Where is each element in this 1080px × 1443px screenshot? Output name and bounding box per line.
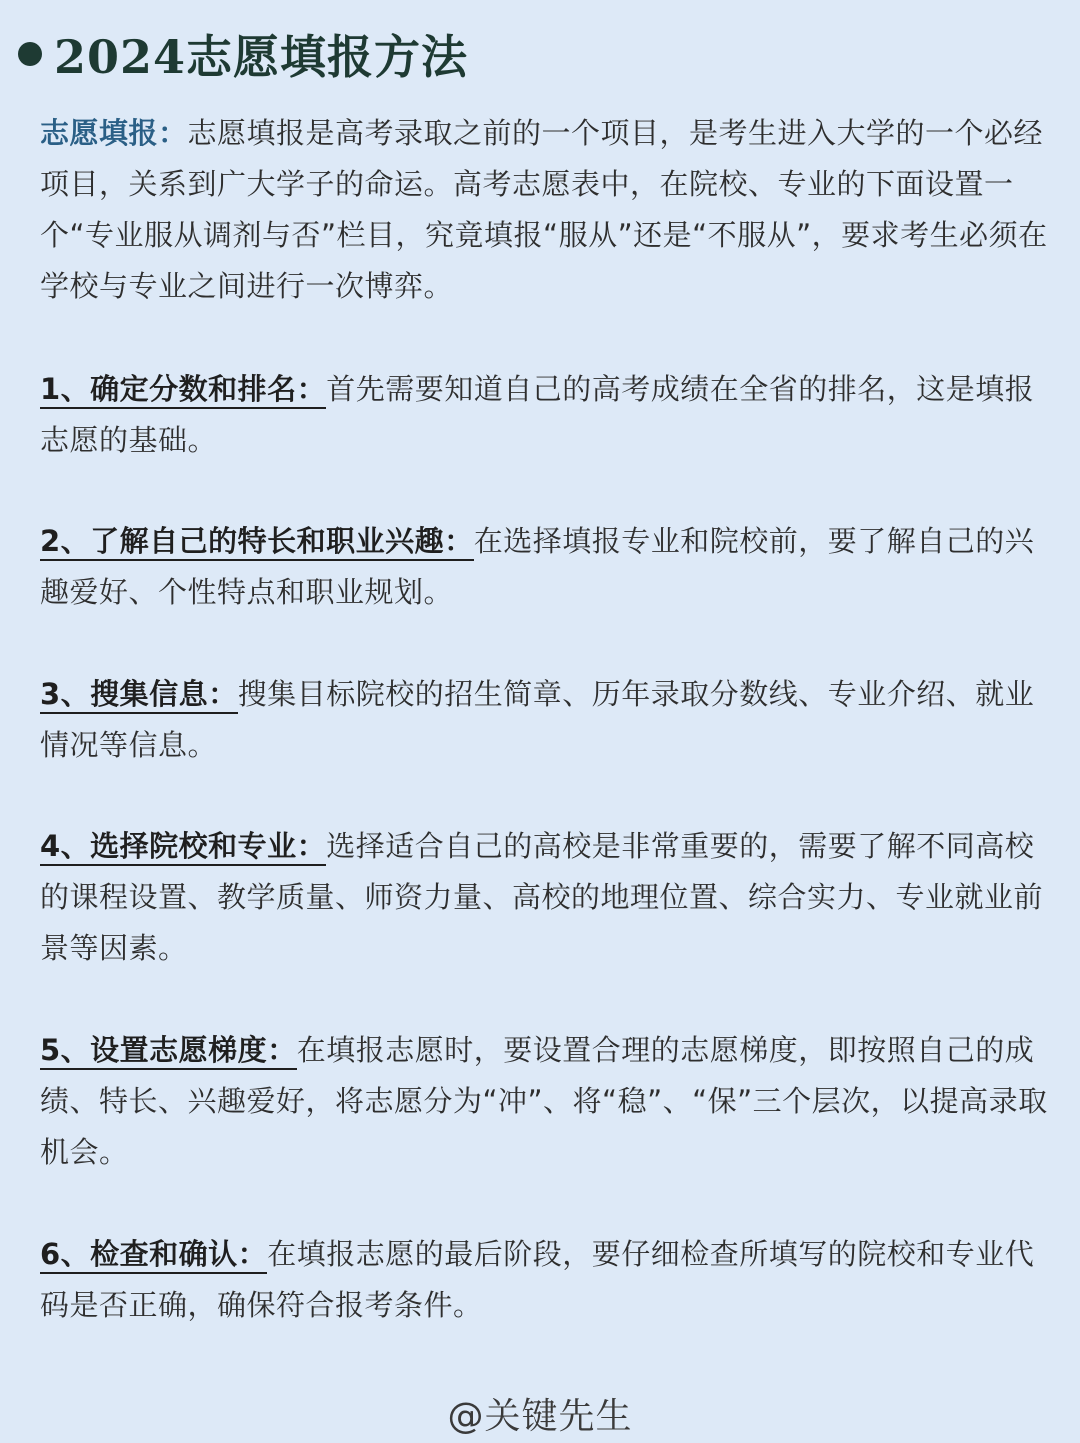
step-item-6 (40, 1229, 1050, 1331)
intro-text: 志愿填报是高考录取之前的一个项目，是考生进入大学的一个必经项目，关系到广大学子的命运。高考志愿表中，在院校、专业的下面设置一个“专业服从调剂与否”栏目，究竟填报“服从”还是“不服从”，要求考生必须在学校与专业之间进行一次博弈。 (40, 116, 1048, 303)
step-text-4: 选择适合自己的高校是非常重要的，需要了解不同高校的课程设置、教学质量、师资力量、高校的地理位置、综合实力、专业就业前景等因素。 (40, 829, 1044, 965)
page-title-row (18, 22, 468, 86)
step-text-6: 在填报志愿的最后阶段，要仔细检查所填写的院校和专业代码是否正确，确保符合报考条件。 (40, 1237, 1035, 1322)
step-item-3 (40, 669, 1050, 771)
step-text-1: 首先需要知道自己的高考成绩在全省的排名，这是填报志愿的基础。 (40, 372, 1035, 457)
intro-label: 志愿填报： (40, 116, 188, 150)
step-title-6: 6、检查和确认： (40, 1237, 267, 1274)
bullet-dot-icon (18, 42, 42, 66)
step-title-2: 2、了解自己的特长和职业兴趣： (40, 524, 474, 561)
step-item-1 (40, 364, 1050, 466)
step-item-4 (40, 821, 1050, 974)
step-item-5 (40, 1025, 1050, 1178)
step-item-2 (40, 516, 1050, 618)
step-title-4: 4、选择院校和专业： (40, 829, 326, 866)
step-text-2: 在选择填报专业和院校前，要了解自己的兴趣爱好、个性特点和职业规划。 (40, 524, 1035, 609)
page-title: 2024志愿填报方法 (54, 30, 469, 84)
step-text-3: 搜集目标院校的招生简章、历年录取分数线、专业介绍、就业情况等信息。 (40, 677, 1035, 762)
intro-paragraph (40, 108, 1050, 312)
step-text-5: 在填报志愿时，要设置合理的志愿梯度，即按照自己的成绩、特长、兴趣爱好，将志愿分为“冲”、将“稳”、“保”三个层次，以提高录取机会。 (40, 1033, 1048, 1169)
step-title-5: 5、设置志愿梯度： (40, 1033, 297, 1070)
step-title-3: 3、搜集信息： (40, 677, 238, 714)
author-watermark: @关键先生 (447, 1396, 633, 1437)
step-title-1: 1、确定分数和排名： (40, 372, 326, 409)
